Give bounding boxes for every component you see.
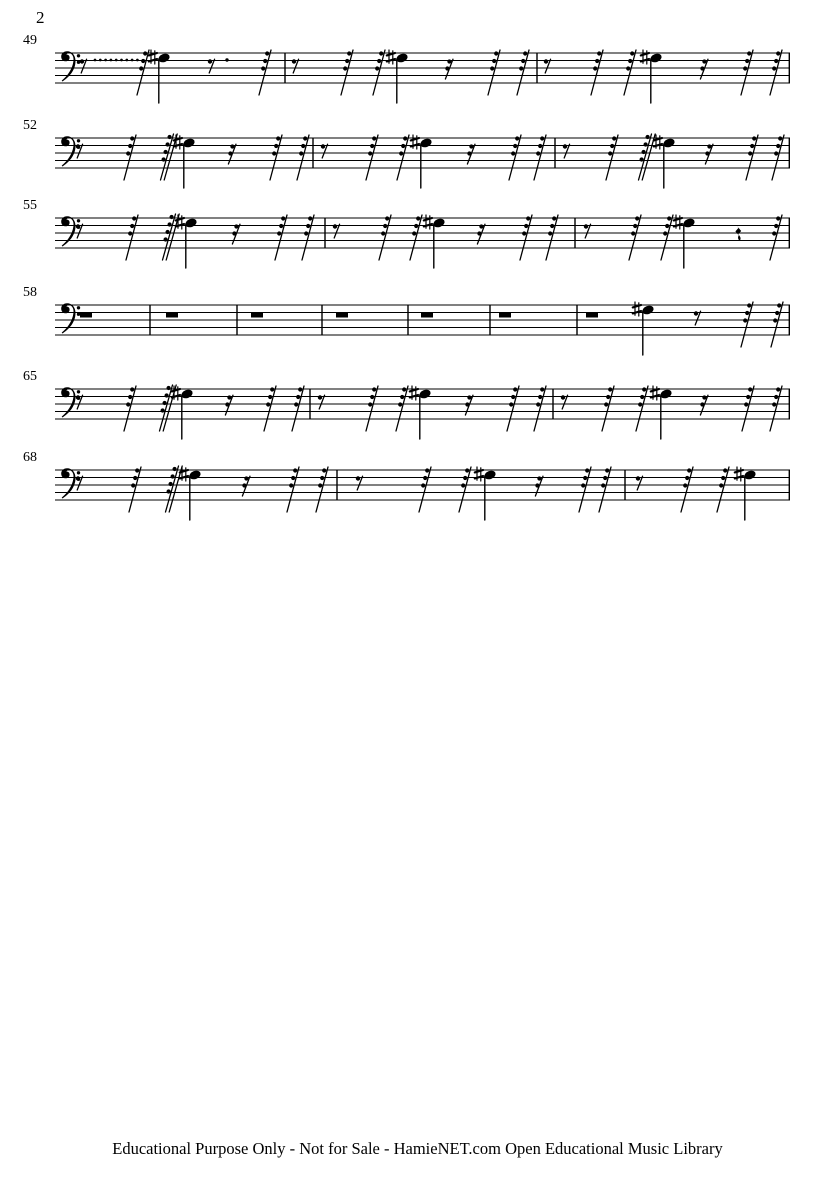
barline [574, 218, 575, 248]
staff-line [55, 477, 790, 478]
multi-hook-rest [599, 467, 611, 512]
sharp-quarter-note [475, 467, 497, 520]
multi-hook-rest [302, 215, 314, 260]
barline [576, 305, 577, 335]
sharp-quarter-note [180, 467, 202, 520]
multi-hook-rest [509, 135, 521, 180]
eighth-rest [561, 395, 568, 409]
multi-hook-rest [770, 386, 782, 431]
barline [789, 389, 790, 419]
multi-hook-rest [742, 386, 754, 431]
staff-line [55, 75, 790, 76]
barline [336, 470, 337, 500]
multi-hook-rest [297, 135, 309, 180]
staff-system [0, 377, 835, 457]
staff-line [55, 233, 790, 234]
multi-hook-rest [459, 467, 471, 512]
multi-hook-rest [137, 50, 149, 95]
sharp-quarter-note [172, 386, 194, 439]
eighth-rest [80, 59, 87, 73]
augmentation-dot [225, 58, 228, 61]
staff-line [55, 492, 790, 493]
staff-line [55, 68, 790, 69]
whole-rest [80, 313, 92, 318]
multi-hook-rest [126, 215, 138, 260]
measure-number: 52 [23, 118, 37, 133]
multi-hook-rest [741, 302, 753, 347]
eighth-rest [292, 59, 299, 73]
staff-line [55, 470, 790, 471]
staff-line [55, 138, 790, 139]
staff-line [55, 168, 790, 169]
multi-hook-rest [259, 50, 271, 95]
multi-hook-rest [287, 467, 299, 512]
page-number: 2 [36, 8, 45, 27]
bass-clef-icon [61, 303, 80, 333]
eighth-rest [208, 59, 215, 73]
sharp-quarter-note [411, 135, 433, 188]
barline [624, 470, 625, 500]
sixteenth-rest [242, 476, 250, 496]
multi-hook-rest [366, 135, 378, 180]
barline [324, 218, 325, 248]
barline [149, 305, 150, 335]
sharp-quarter-note [176, 215, 198, 268]
sharp-quarter-note [641, 50, 663, 103]
barline [312, 138, 313, 168]
eighth-rest [76, 476, 83, 490]
staff-line [55, 327, 790, 328]
sixteenth-rest [467, 144, 475, 164]
barline [489, 305, 490, 335]
sixteenth-rest [465, 395, 473, 415]
sharp-quarter-note [410, 386, 432, 439]
bass-clef-icon [61, 136, 80, 166]
staff-system [0, 293, 835, 373]
staff-system [0, 126, 835, 206]
repeat-dots [94, 59, 139, 62]
eighth-rest [318, 395, 325, 409]
multi-hook-rest [741, 50, 753, 95]
barline [284, 53, 285, 83]
bass-clef-icon [61, 387, 80, 417]
multi-hook-rest [636, 386, 648, 431]
multi-hook-rest [316, 467, 328, 512]
multi-hook-rest [396, 386, 408, 431]
multi-hook-rest [602, 386, 614, 431]
measure-number: 68 [23, 450, 37, 465]
multi-hook-rest [520, 215, 532, 260]
multi-hook-rest [124, 135, 136, 180]
staff-system [0, 206, 835, 286]
measure-number: 65 [23, 369, 37, 384]
multi-hook-rest [534, 386, 546, 431]
barline [552, 389, 553, 419]
multi-hook-rest [624, 50, 636, 95]
staff-line [55, 83, 790, 84]
multi-hook-rest [264, 386, 276, 431]
multi-hook-rest [770, 50, 782, 95]
barline [236, 305, 237, 335]
staff-system [0, 458, 835, 538]
staff-line [55, 335, 790, 336]
multi-hook-rest [419, 467, 431, 512]
sharp-quarter-note [651, 386, 673, 439]
whole-rest [586, 313, 598, 318]
multi-hook-rest [507, 386, 519, 431]
whole-rest [499, 313, 511, 318]
multi-hook-rest [579, 467, 591, 512]
sixteenth-rest [232, 224, 240, 244]
barline [407, 305, 408, 335]
sharp-quarter-note [654, 135, 676, 188]
multi-hook-rest [275, 215, 287, 260]
staff-system [0, 41, 835, 121]
barline [554, 138, 555, 168]
sixteenth-rest [225, 395, 233, 415]
multi-hook-rest [341, 50, 353, 95]
multi-hook-rest [717, 467, 729, 512]
staff-line [55, 389, 790, 390]
barline [789, 470, 790, 500]
sixteenth-rest [228, 144, 236, 164]
eighth-rest [76, 395, 83, 409]
sixteenth-rest [700, 59, 708, 79]
barline [789, 218, 790, 248]
footer-text: Educational Purpose Only - Not for Sale - HamieNET.com Open Educational Music Library [112, 1139, 723, 1158]
multi-hook-rest [379, 215, 391, 260]
staff-line [55, 320, 790, 321]
multi-hook-rest [488, 50, 500, 95]
eighth-rest [76, 144, 83, 158]
bass-clef-icon [61, 216, 80, 246]
whole-rest [421, 313, 433, 318]
eighth-rest [321, 144, 328, 158]
multi-hook-rest [681, 467, 693, 512]
bass-clef-icon [61, 468, 80, 498]
eighth-rest [544, 59, 551, 73]
multi-hook-rest [534, 135, 546, 180]
sharp-quarter-note [633, 302, 655, 355]
multi-hook-rest [661, 215, 673, 260]
sharp-quarter-note [149, 50, 171, 103]
eighth-rest [76, 224, 83, 238]
multi-hook-rest [397, 135, 409, 180]
eighth-rest [694, 311, 701, 325]
barline [789, 305, 790, 335]
bass-clef-icon [61, 51, 80, 81]
multi-hook-rest [129, 467, 141, 512]
sharp-quarter-note [174, 135, 196, 188]
eighth-rest [584, 224, 591, 238]
barline [536, 53, 537, 83]
eighth-rest [636, 476, 643, 490]
eighth-rest [333, 224, 340, 238]
staff-line [55, 305, 790, 306]
multi-hook-rest [373, 50, 385, 95]
sixteenth-rest [445, 59, 453, 79]
sixteenth-rest [705, 144, 713, 164]
multi-hook-rest [366, 386, 378, 431]
multi-hook-rest [517, 50, 529, 95]
multi-hook-rest [410, 215, 422, 260]
barline [309, 389, 310, 419]
sharp-quarter-note [735, 467, 757, 520]
multi-hook-rest [629, 215, 641, 260]
sixteenth-rest [535, 476, 543, 496]
multi-hook-rest [270, 135, 282, 180]
sharp-quarter-note [387, 50, 409, 103]
whole-rest [251, 313, 263, 318]
sixteenth-rest [700, 395, 708, 415]
multi-hook-rest [606, 135, 618, 180]
staff-line [55, 53, 790, 54]
measure-number: 58 [23, 285, 37, 300]
multi-hook-rest [770, 215, 782, 260]
multi-hook-rest [746, 135, 758, 180]
barline [321, 305, 322, 335]
barline [789, 53, 790, 83]
staff-line [55, 419, 790, 420]
barline [789, 138, 790, 168]
sixteenth-rest [477, 224, 485, 244]
multi-hook-rest [771, 302, 783, 347]
whole-rest [336, 313, 348, 318]
whole-rest [166, 313, 178, 318]
double-multi-hook-rest [639, 134, 656, 180]
multi-hook-rest [292, 386, 304, 431]
eighth-rest [356, 476, 363, 490]
multi-hook-rest [124, 386, 136, 431]
multi-hook-rest [546, 215, 558, 260]
multi-hook-rest [591, 50, 603, 95]
sharp-quarter-note [674, 215, 696, 268]
sharp-quarter-note [424, 215, 446, 268]
eighth-rest [563, 144, 570, 158]
measure-number: 55 [23, 198, 37, 213]
measure-number: 49 [23, 33, 37, 48]
multi-hook-rest [772, 135, 784, 180]
